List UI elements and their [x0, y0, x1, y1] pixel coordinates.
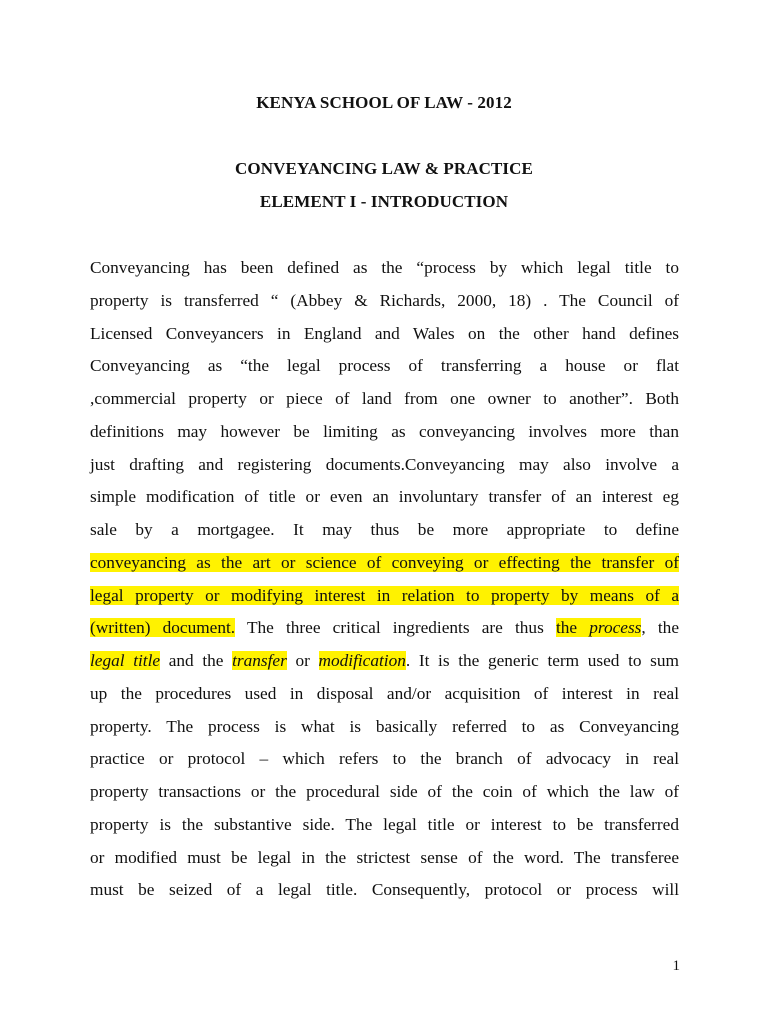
paragraph-line: property is transferred “ (Abbey & Richards, 2000, 18) . The Council of: [90, 290, 679, 310]
highlighted-italic-text: legal title: [90, 651, 161, 670]
line-text: The three critical ingredients are thus: [235, 618, 556, 638]
line-text: . It is the generic term used to sum: [405, 651, 679, 670]
paragraph-line: [90, 645, 679, 678]
paragraph-line: property. The process is what is basically referred to as Conveyancing: [90, 716, 679, 736]
line-text: , the: [641, 618, 679, 638]
paragraph-line: or modified must be legal in the strictest sense of the word. The transferee: [90, 847, 679, 867]
element-heading: ELEMENT I - INTRODUCTION: [259, 192, 509, 211]
paragraph-line: property transactions or the procedural side of the coin of which the law of: [90, 782, 679, 801]
paragraph-line: definitions may however be limiting as conveyancing involves more than: [90, 421, 679, 441]
highlighted-line: [90, 547, 679, 580]
highlighted-text: conveyancing as the art or science of conveying or effecting the transfer of: [90, 552, 679, 572]
line-text: and the: [160, 651, 233, 670]
highlighted-text: legal property or modifying interest in relation to property by means of a: [90, 585, 679, 605]
paragraph-line: ,commercial property or piece of land from one owner to another”. Both: [90, 389, 679, 408]
highlighted-italic-text: transfer: [232, 651, 287, 670]
paragraph-line: simple modification of title or even an involuntary transfer of an interest eg: [90, 487, 679, 507]
paragraph-line: Licensed Conveyancers in England and Wales on the other hand defines: [90, 323, 679, 343]
paragraph-line: just drafting and registering documents.Conveyancing may also involve a: [90, 454, 679, 474]
paragraph-line: sale by a mortgagee. It may thus be more appropriate to define: [90, 520, 679, 539]
page-number: 1: [672, 958, 680, 974]
paragraph-line: Conveyancing as “the legal process of transferring a house or flat: [90, 356, 679, 376]
body-paragraph: [90, 252, 679, 907]
highlighted-line: [90, 580, 679, 613]
highlighted-text: the: [555, 618, 578, 638]
course-heading: CONVEYANCING LAW & PRACTICE: [235, 159, 533, 178]
paragraph-line: practice or protocol – which refers to the branch of advocacy in real: [90, 749, 679, 769]
highlighted-italic-text: process: [589, 618, 642, 638]
line-text: or: [286, 651, 319, 670]
school-heading: KENYA SCHOOL OF LAW - 2012: [256, 93, 512, 112]
paragraph-line: property is the substantive side. The legal title or interest to be transferred: [90, 814, 679, 834]
highlighted-italic-text: modification: [318, 651, 406, 670]
paragraph-line: [90, 612, 679, 645]
highlighted-text: (written) document.: [90, 618, 236, 638]
paragraph-line: up the procedures used in disposal and/or acquisition of interest in real: [90, 683, 679, 703]
paragraph-line: must be seized of a legal title. Consequently, protocol or process will: [90, 880, 679, 900]
paragraph-line: Conveyancing has been defined as the “process by which legal title to: [90, 258, 679, 277]
